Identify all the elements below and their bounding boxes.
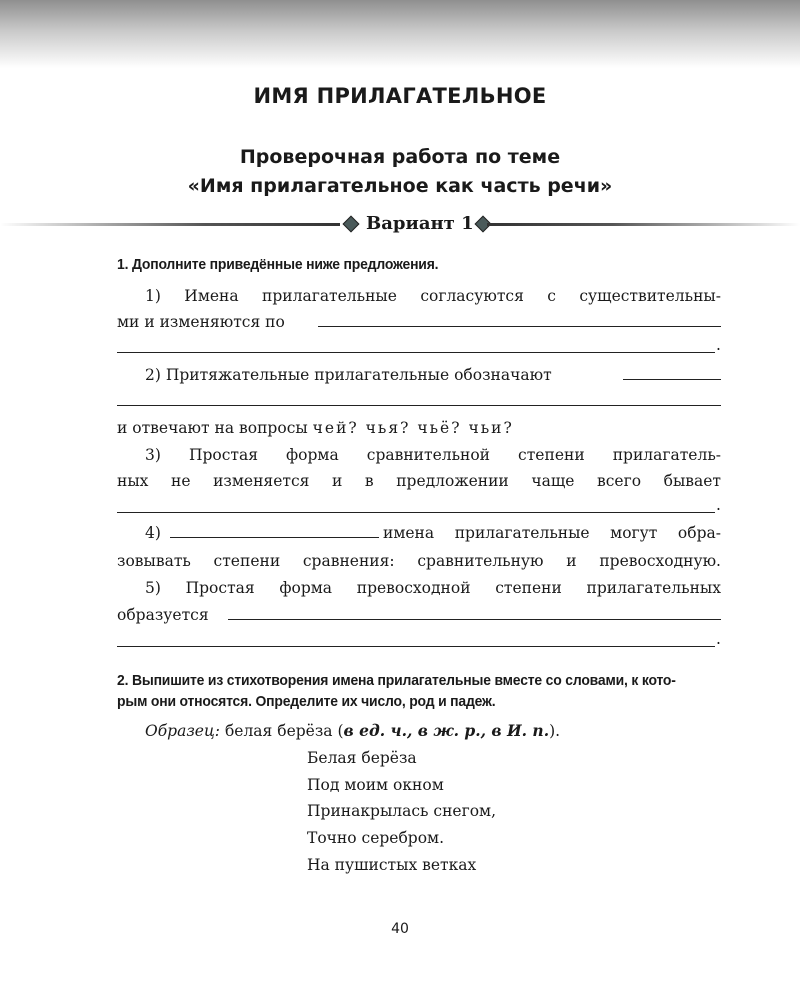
top-shade (0, 0, 800, 68)
poem-line: Точно серебром. (307, 829, 445, 847)
test-title-line2: «Имя прилагательное как часть речи» (187, 175, 613, 197)
task2-sample (145, 721, 749, 741)
task2-heading-line1: 2. Выпишите из стихотворения имена прилагательные вместе со словами, к кото- (117, 672, 676, 689)
task1-s1-line1: 1) Имена прилагательные согласуются с существительны- (145, 287, 721, 305)
answer-blank-3[interactable] (117, 512, 715, 513)
period-3: . (716, 496, 721, 514)
period-5: . (716, 630, 721, 648)
test-title (0, 143, 800, 201)
task1-s4-line1-rest: имена прилагательные могут обра- (383, 524, 721, 542)
task1-heading: 1. Дополните приведённые ниже предложения. (117, 256, 439, 273)
page-number: 40 (391, 921, 409, 937)
task1-s4-prefix: 4) (145, 524, 161, 542)
answer-blank-2b[interactable] (117, 405, 721, 406)
task1-s3-line1: 3) Простая форма сравнительной степени прилагатель- (145, 446, 721, 464)
answer-blank-1a[interactable] (318, 326, 721, 327)
chapter-title: ИМЯ ПРИЛАГАТЕЛЬНОЕ (253, 84, 547, 108)
task2-heading-line2: рым они относятся. Определите их число, род и падеж. (117, 693, 496, 710)
answer-blank-2a[interactable] (623, 379, 721, 380)
task1-s5-line2: образуется (117, 606, 209, 624)
task1-s2-line3-prefix: и отвечают на вопросы (117, 419, 308, 437)
poem-line: На пушистых ветках (307, 856, 477, 874)
task1-s3-line2: ных не изменяется и в предложении чаще всего бывает (117, 472, 721, 490)
answer-blank-4[interactable] (170, 537, 379, 538)
sample-close: ). (549, 722, 561, 740)
variant-divider (0, 211, 800, 237)
task1-s2-questions: чей? чья? чьё? чьи? (312, 419, 514, 437)
diamond-ornament-left-icon (343, 216, 360, 233)
sample-label: Образец: (145, 722, 220, 740)
divider-rule-left (0, 223, 340, 226)
task1-s1-line2: ми и изменяются по (117, 313, 285, 331)
task1-s5-line1: 5) Простая форма превосходной степени прилагательных (145, 579, 721, 597)
task2-heading (117, 670, 679, 712)
poem-line: Принакрылась снегом, (307, 802, 497, 820)
period-1: . (716, 336, 721, 354)
sample-text: белая берёза ( (224, 722, 344, 740)
task1-s4-line2: зовывать степени сравнения: сравнительную и превосходную. (117, 552, 721, 570)
task1-s2-line1: 2) Притяжательные прилагательные обозначают (145, 366, 552, 384)
task1-s2-line3 (117, 418, 721, 438)
answer-blank-5b[interactable] (117, 646, 715, 647)
sample-grammar: в ед. ч., в ж. р., в И. п. (343, 721, 550, 740)
variant-label: Вариант 1 (366, 213, 474, 234)
divider-rule-right (487, 223, 800, 226)
answer-blank-1b[interactable] (117, 352, 715, 353)
poem-line: Белая берёза (307, 749, 417, 767)
poem-line: Под моим окном (307, 776, 444, 794)
answer-blank-5a[interactable] (228, 619, 721, 620)
test-title-line1: Проверочная работа по теме (239, 146, 561, 168)
